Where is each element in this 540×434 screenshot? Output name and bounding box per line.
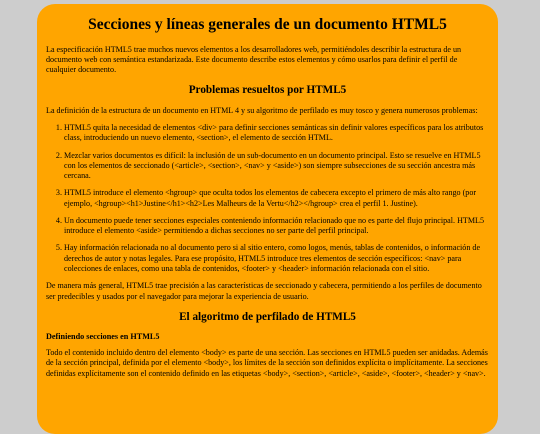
problems-paragraph: La definición de la estructura de un documento en HTML 4 y su algoritmo de perfilado es muy tosco y genera numerosos problemas: <box>46 105 478 115</box>
section-heading-algorithm: El algoritmo de perfilado de HTML5 <box>179 310 356 323</box>
intro-paragraph: La especificación HTML5 trae muchos nuevos elementos a los desarrolladores web, permitiéndoles describir la estructura de un documento web con semántica estandarizada. Este documento describe estos elementos y cómo usarlos para definir el perfil de cualquier documento. <box>46 44 462 75</box>
document-page <box>37 4 498 434</box>
list-item: 1. HTML5 quita la necesidad de elementos <div> para definir secciones semánticas sin definir valores específicos para los atributos class, introduciendo un nuevo elemento, <section>, el elemento de sección HTML. <box>64 123 489 144</box>
problems-list <box>46 123 489 274</box>
section-heading-problems: Problemas resueltos por HTML5 <box>188 84 347 97</box>
page-title: Secciones y líneas generales de un documento HTML5 <box>88 16 447 33</box>
subsection-heading: Definiendo secciones en HTML5 <box>46 332 160 342</box>
closing-paragraph: De manera más general, HTML5 trae precisión a las características de seccionado y cabecera, permitiendo a los perfiles de documento ser predecibles y usados por el navegador para mejorar la experiencia de usuario. <box>46 281 482 301</box>
sections-paragraph: Todo el contenido incluido dentro del elemento <body> es parte de una sección. Las secciones en HTML5 pueden ser anidadas. Además de la sección principal, definida por el elemento <body>, los límites de la sección son definidos explícita o implícitamente. La secciones definidas explícitamente son el contenido definido en las etiquetas <body>, <section>, <article>, <aside>, <footer>, <header> y <nav>. <box>46 348 488 378</box>
list-item: 2. Mezclar varios documentos es difícil: la inclusión de un sub-documento en un documento principal. Esto se resuelve en HTML5 con los elementos de seccionado (<article>, <section>, <nav> y <aside>) son siempre subsecciones de su sección ancestra más cercana. <box>64 151 489 182</box>
list-item: 5. Hay información relacionada no al documento pero si al sitio entero, como logos, menús, tablas de contenidos, o información de derechos de autor y notas legales. Para ese propósito, HTML5 introduce tres elementos de sección específicos: <nav> para colecciones de enlaces, como una tabla de contenidos, <footer> y <header> información relacionada con el sitio. <box>64 243 489 274</box>
list-item: 4. Un documento puede tener secciones especiales conteniendo información relacionado que no es parte del flujo principal. HTML5 introduce el elemento <aside> permitiendo a dichas secciones no ser parte del perfil principal. <box>64 216 489 237</box>
list-item: 3. HTML5 introduce el elemento <hgroup> que oculta todos los elementos de cabecera excepto el primero de más alto rango (por ejemplo, <hgroup><h1>Justine</h1><h2>Les Malheurs de la Vertu</h2></hgroup> crea el perfil 1. Justine). <box>64 188 489 209</box>
